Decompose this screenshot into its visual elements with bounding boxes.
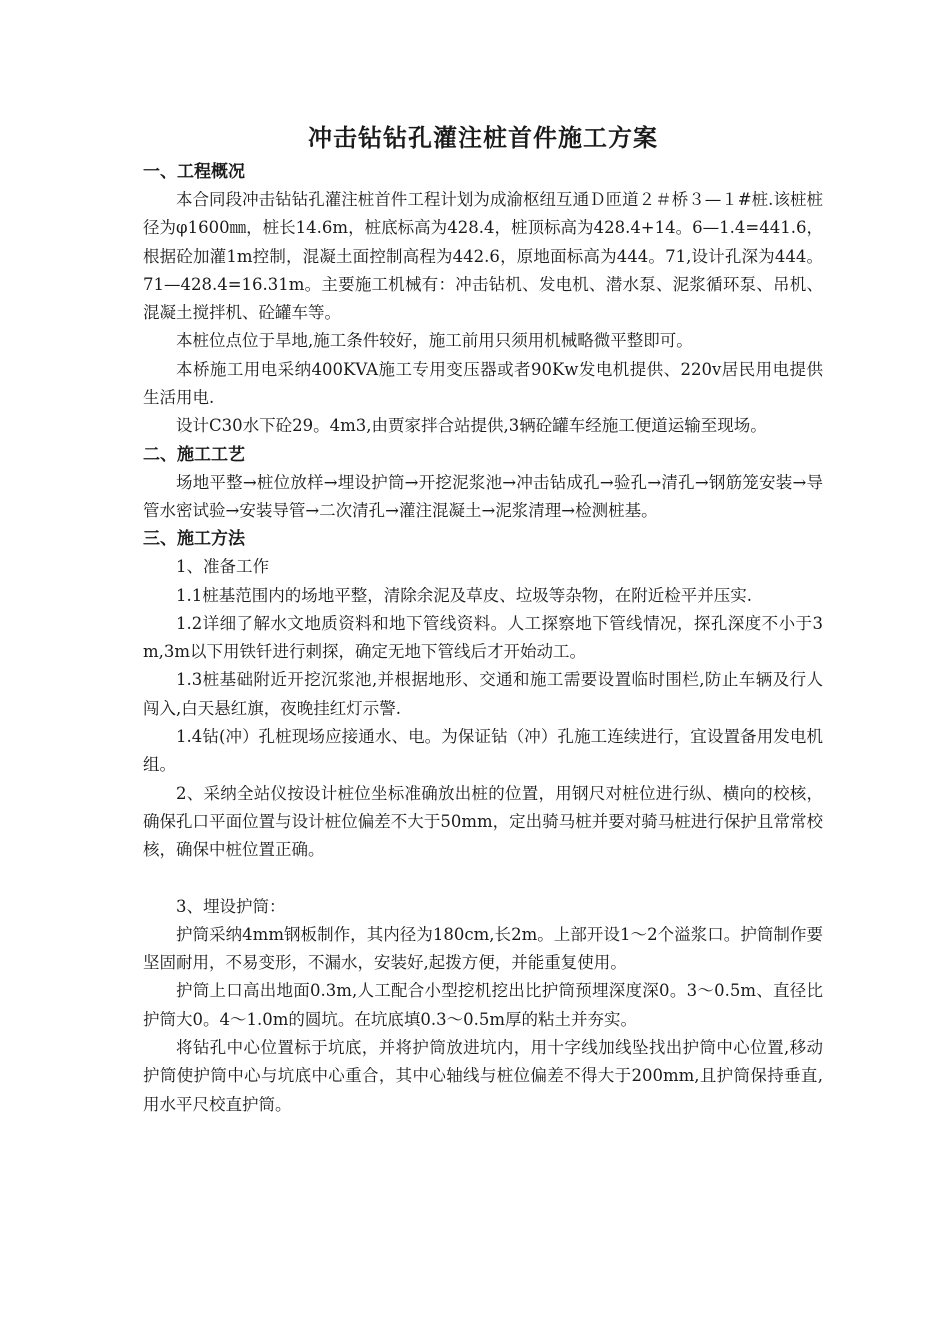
paragraph: 本合同段冲击钻钻孔灌注桩首件工程计划为成渝枢纽互通Ｄ匝道２＃桥３—１#桩.该桩桩径为φ1600㎜，桩长14.6m，桩底标高为428.4，桩顶标高为428.4+14。6—1.4=441.6，根据砼加灌1m控制，混凝土面控制高程为442.6，原地面标高为444。71,设计孔深为444。71—428.4=16.31m。主要施工机械有：冲击钻机、发电机、潜水泵、泥浆循环泵、吊机、混凝土搅拌机、砼罐车等。	[143, 190, 823, 323]
section-heading: 二、施工工艺	[143, 444, 245, 465]
paragraph: 1.2详细了解水文地质资料和地下管线资料。人工探察地下管线情况，探孔深度不小于3m,3m以下用铁钎进行刺探，确定无地下管线后才开始动工。	[143, 613, 823, 662]
document-title: 冲击钻钻孔灌注桩首件施工方案	[308, 123, 658, 152]
paragraph: 1.3桩基础附近开挖沉浆池,并根据地形、交通和施工需要设置临时围栏,防止车辆及行人闯入,白天悬红旗，夜晚挂红灯示警.	[143, 670, 823, 718]
paragraph: 1.4钻(冲）孔桩现场应接通水、电。为保证钻（冲）孔施工连续进行，宜设置备用发电机组。	[143, 727, 823, 775]
paragraph: 本桩位点位于旱地,施工条件较好，施工前用只须用机械略微平整即可。	[176, 331, 693, 351]
paragraph: 场地平整→桩位放样→埋设护筒→开挖泥浆池→冲击钻成孔→验孔→清孔→钢筋笼安装→导管水密试验→安装导管→二次清孔→灌注混凝土→泥浆清理→检测桩基。	[143, 472, 823, 520]
paragraph: 将钻孔中心位置标于坑底，并将护筒放进坑内，用十字线加线坠找出护筒中心位置,移动护筒使护筒中心与坑底中心重合，其中心轴线与桩位偏差不得大于200mm,且护筒保持垂直,用水平尺校直护筒。	[143, 1038, 823, 1114]
paragraph: 3、埋设护筒：	[176, 896, 286, 916]
section-heading: 三、施工方法	[143, 529, 245, 550]
paragraph: 护筒上口高出地面0.3m,人工配合小型挖机挖出比护筒预埋深度深0。3～0.5m、直径比护筒大0。4～1.0m的圆坑。在坑底填0.3～0.5m厚的粘土并夯实。	[143, 981, 823, 1029]
blank-line	[143, 865, 823, 893]
paragraph: 1、准备工作	[176, 557, 269, 577]
paragraph: 设计C30水下砼29。4m3,由贾家拌合站提供,3辆砼罐车经施工便道运输至现场。	[176, 416, 767, 436]
paragraph: 本桥施工用电采纳400KVA施工专用变压器或者90Kw发电机提供、220v居民用电提供生活用电.	[143, 359, 823, 408]
section-overview	[143, 158, 823, 441]
section-heading: 一、工程概况	[143, 162, 245, 182]
paragraph: 1.1桩基范围内的场地平整，清除余泥及草皮、垃圾等杂物，在附近检平并压实.	[176, 585, 752, 605]
section-method	[143, 525, 823, 1119]
paragraph: 护筒采纳4mm钢板制作，其内径为180cm,长2m。上部开设1～2个溢浆口。护筒制作要坚固耐用，不易变形，不漏水，安装好,起拨方便，并能重复使用。	[143, 924, 823, 973]
paragraph: 2、采纳全站仪按设计桩位坐标准确放出桩的位置，用钢尺对桩位进行纵、横向的校核，确保孔口平面位置与设计桩位偏差不大于50mm，定出骑马桩并要对骑马桩进行保护且常常校核，确保中桩位置正确。	[143, 783, 823, 860]
section-process	[143, 441, 823, 526]
document-page	[143, 118, 823, 1119]
